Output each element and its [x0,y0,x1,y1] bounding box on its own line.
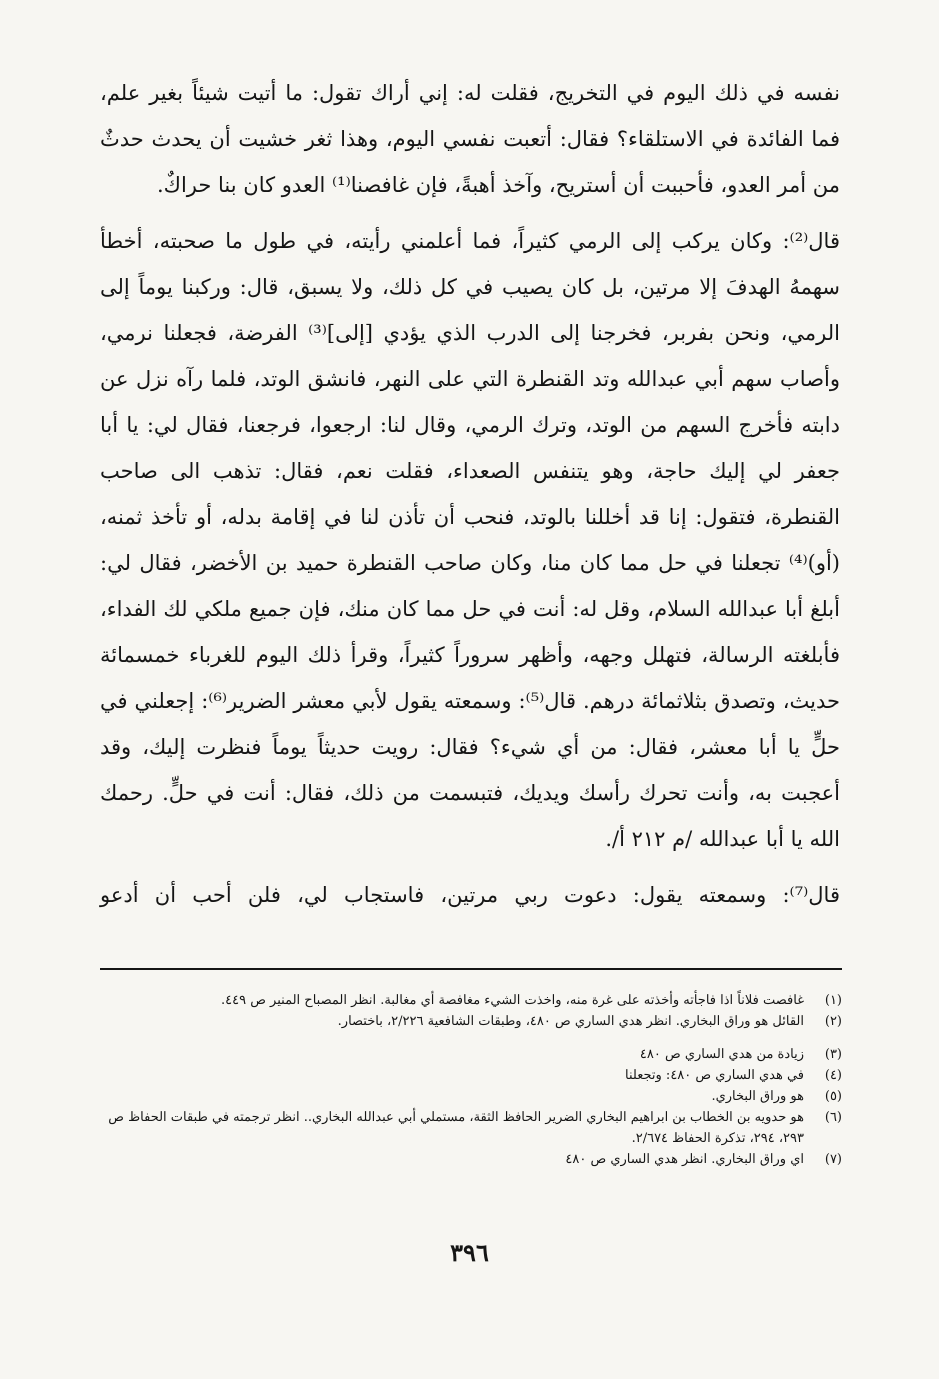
footnote-1 [100,990,842,1011]
footnote-number: (٤) [824,1068,842,1083]
footnote-number: (٧) [824,1152,842,1167]
footnote-number: (١) [824,993,842,1008]
footnote-6 [100,1107,842,1149]
footnote-number: (٣) [824,1047,842,1062]
paragraph-2: قال⁽²⁾: وكان يركب إلى الرمي كثيراً، فما أعلمني رأيته، في طول ما صحبته، أخطأ سهمهُ الهدفَ إلا مرتين، بل كان يصيب في كل ذلك، ولا يسبق، قال: وركبنا يوماً إلى الرمي، ونحن بفربر، فخرجنا إلى الدرب الذي يؤدي [إلى]⁽³⁾ الفرضة، فجعلنا نرمي، وأصاب سهم أبي عبدالله وتد القنطرة التي على النهر، فانشق الوتد، فلما رآه نزل عن دابته فأخرج السهم من الوتد، وترك الرمي، وقال لنا: ارجعوا، فرجعنا، فقال لي: يا أبا جعفر لي إليك حاجة، وهو يتنفس الصعداء، فقلت نعم، فقال: تذهب الى صاحب القنطرة، فتقول: إنا قد أخللنا بالوتد، فنحب أن تأذن لنا في إقامة بدله، أو تأخذ ثمنه، (أو)⁽⁴⁾ تجعلنا في حل مما كان منا، وكان صاحب القنطرة حميد بن الأخضر، فقال لي: أبلغ أبا عبدالله السلام، وقل له: أنت في حل مما كان منك، فإن جميع ملكي لك الفداء، فأبلغته الرسالة، فتهلل وجهه، وأظهر سروراً كثيراً، وقرأ ذلك اليوم للغرباء خمسمائة حديث، وتصدق بثلاثمائة درهم. قال⁽⁵⁾: وسمعته يقول لأبي معشر الضرير⁽⁶⁾: إجعلني في حلٍّ يا أبا معشر، فقال: من أي شيء؟ فقال: رويت حديثاً يوماً فنظرت إليك، وقد أعجبت به، وأنت تحرك رأسك ويديك، فتبسمت من ذلك، فقال: أنت في حلٍّ. رحمك الله يا أبا عبدالله /م ٢١٢ أ/. [100,229,841,851]
footnote-text: غافصت فلاناً اذا فاجأته وأخذته على غرة منه، واخذت الشيء مغافصة أي مغالبة. انظر المصباح المنير ص ٤٤٩. [220,993,804,1008]
footnote-7 [100,1149,842,1170]
footnote-text: اي وراق البخاري. انظر هدي الساري ص ٤٨٠ [565,1152,804,1167]
footnote-text: القائل هو وراق البخاري. انظر هدي الساري ص ٤٨٠، وطبقات الشافعية ٢/٢٢٦، باختصار. [337,1014,804,1029]
footnote-text: في هدي الساري ص ٤٨٠: وتجعلنا [625,1068,804,1083]
footnote-number: (٥) [824,1089,842,1104]
footnote-number: (٢) [824,1014,842,1029]
footnote-4 [100,1065,842,1086]
page-number: ٣٩٦ [450,1238,489,1267]
footnote-text: زيادة من هدي الساري ص ٤٨٠ [639,1047,804,1062]
footnote-3 [100,1044,842,1065]
footnote-number: (٦) [824,1110,842,1125]
footnote-5 [100,1086,842,1107]
paragraph-3: قال⁽⁷⁾: وسمعته يقول: دعوت ربي مرتين، فاستجاب لي، فلن أحب أن أدعو [100,883,840,907]
footnote-text: هو حدويه بن الخطاب بن ابراهيم البخاري الضرير الحافظ الثقة، مستملي أبي عبدالله البخاري.. انظر ترجمته في طبقات الحفاظ ص ٢٩٣، ٢٩٤، تذكرة الحفاظ ٢/٦٧٤. [108,1110,804,1146]
footnote-2 [100,1011,842,1032]
footnote-text: هو وراق البخاري. [711,1089,804,1104]
main-text [100,70,840,918]
footnotes [100,990,842,1170]
paragraph-1: نفسه في ذلك اليوم في التخريج، فقلت له: إني أراك تقول: ما أتيت شيئاً بغير علم، فما الفائدة في الاستلقاء؟ فقال: أتعبت نفسي اليوم، وهذا ثغر خشيت أن يحدث حدثٌ من أمر العدو، فأحببت أن أستريح، وآخذ أهبةً، فإن غافصنا⁽¹⁾ العدو كان بنا حراكٌ. [100,81,840,197]
footnote-divider [100,968,842,970]
